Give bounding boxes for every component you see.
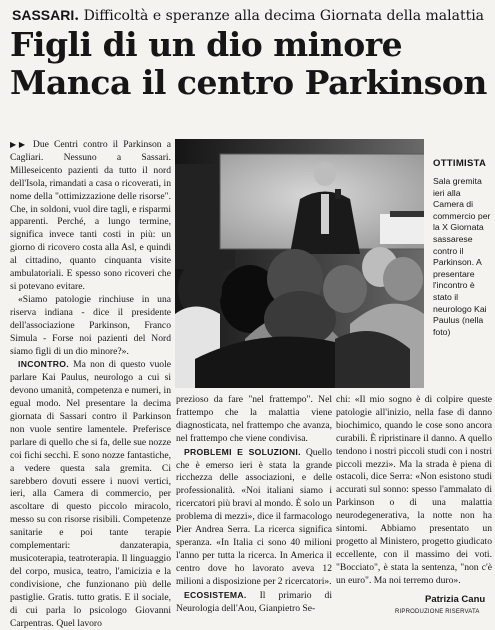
paragraph: prezioso da fare "nel frattempo". Nel frattempo che la malattia viene diagnosticata, nel frattempo che avanza, nel frattempo che viene condivisa. <box>176 394 332 444</box>
photo-caption: Sala gremita ieri alla Camera di commercio per la X Giornata sassarese contro il Parkinson. A presentare l'incontro è stato il neurologo Kai Paulus (nella foto) <box>433 176 491 337</box>
headline <box>10 26 490 102</box>
caption-title: OTTIMISTA <box>433 158 487 169</box>
rights-notice: RIPRODUZIONE RISERVATA <box>395 609 480 615</box>
double-arrow-icon: ▶▶ <box>10 140 28 149</box>
paragraph <box>176 589 332 616</box>
subhead-incontro: INCONTRO. <box>18 359 69 370</box>
kicker-location: SASSARI <box>12 7 75 23</box>
article-column-1 <box>10 139 171 630</box>
paragraph: «Siamo patologie rinchiuse in una riserva indiana - dice il presidente dell'associazione Parkinson, Franco Simula - Forse noi pazienti del Nord siamo figli di un dio minore?». <box>10 293 171 357</box>
paragraph-text: Due Centri contro il Parkinson a Cagliari. Nessuno a Sassari. Milleseicento pazienti da tutto il nord dell'Isola, rimandati a casa o ricoverati, in nome della "ottimizzazione delle risorse". Che, in soldoni, vuol dire tagli, e risparmi apparenti. Perché, a lungo termine, significa invece tanti costi in più: un giorno di ricovero costa alla Asl, e quindi al cittadino, quanto cinquanta visite ambulatoriali. E spesso sono ricoveri che si potevano evitare. <box>10 139 171 292</box>
paragraph-text: Ma non di questo vuole parlare Kai Paulus, neurologo a cui si devono umanità, competenza e numeri, in egual modo. Nel presentare la decima giornata di Sassari contro il Parkinson non vuole sentire lamentele. Preferisce parlare di quello che si fa, delle sue nozze coi fichi secchi. E sono nozze fantastiche, a vedere questa sala gremita. Ci sarebbero dovuti essere i nuovi vertici, ieri, alla Camera di commercio, per ascoltare di questo piccolo miracolo, messo su con risorse risibili. Competenze sanitarie e poi tante terapie complementari: danzaterapia, musicoterapia, teatroterapia. Il linguaggio del corpo, musica, teatro, l'amicizia e la condivisione, che funzionano più delle pastiglie. Gratis. tutto gratis. E il sociale, di cui parla lo psicologo Giovanni Carpentras. Quel lavoro <box>10 359 171 629</box>
paragraph-text: Il primario di Neurologia dell'Aou, Gianpietro Se- <box>176 589 332 614</box>
subhead-problemi: PROBLEMI E SOLUZIONI. <box>184 446 301 457</box>
kicker: SASSARI. Difficoltà e speranze alla decima Giornata della malattia <box>12 7 485 24</box>
kicker-text: Difficoltà e speranze alla decima Giornata della malattia <box>83 8 485 24</box>
article-column-3 <box>336 394 492 588</box>
paragraph <box>10 358 171 630</box>
byline: Patrizia Canu <box>425 594 486 605</box>
paragraph-text: Quello che è emerso ieri è stata la grande ricchezza delle associazioni, e delle professionalità. «Noi italiani siamo i ricercatori più bravi al mondo. È solo un problema di mezzi», dice il farmacologo Pier Andrea Serra. La ricerca significa speranza. «In Italia ci sono 40 milioni l'anno per tutta la ricerca. In America il centro dove ho lavorato aveva 12 milioni a disposizione per 2 ricercatori». <box>176 446 332 587</box>
event-photo <box>175 139 424 388</box>
headline-line-1: Figli di un dio minore <box>10 25 403 64</box>
paragraph <box>176 446 332 589</box>
paragraph <box>10 139 171 294</box>
article-column-2 <box>176 394 332 615</box>
paragraph: chi: «Il mio sogno è di colpire queste patologie all'inizio, nella fase di danno biochimico, quando le cose sono ancora curabili. È ripristinare il danno. A quello tendono i nostri piccoli studi con i nostri piccoli mezzi». Ma la strada è piena di ostacoli, dice Serra: «Non esistono studi accurati sul sonno: spesso l'ammalato di Parkinson o di una malattia neurodegenerativa, la notte non ha sintomi. Abbiamo presentato un progetto al Ministero, progetto giudicato eccellente, con il massimo dei voti. "Bocciato", è stata la sentenza, "non c'è un euro". Ma noi terremo duro». <box>336 394 492 586</box>
subhead-ecosistema: ECOSISTEMA. <box>184 589 247 600</box>
headline-line-2: Manca il centro Parkinson <box>10 63 487 102</box>
